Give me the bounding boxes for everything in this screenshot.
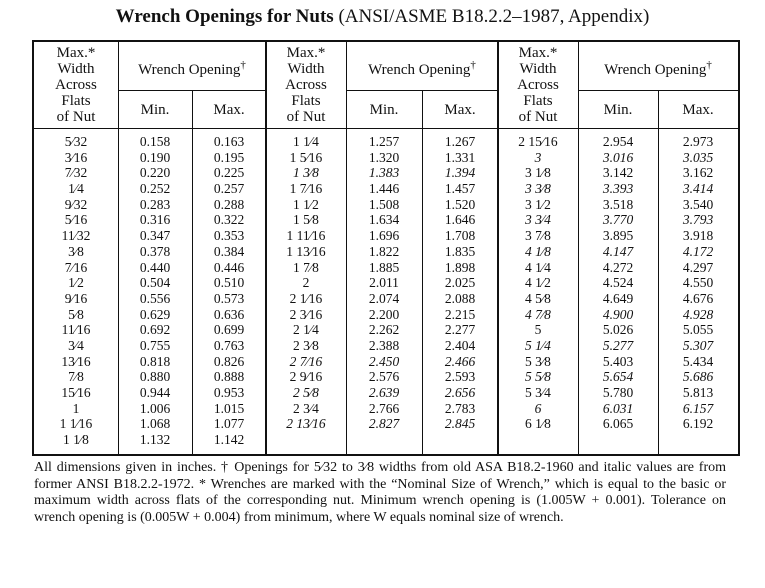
min-cell: 1.257 <box>368 134 400 149</box>
size-cell: 7⁄16 <box>64 259 88 275</box>
max-column <box>658 134 738 432</box>
min-cell: 3.770 <box>602 212 634 228</box>
size-cell: 1 5⁄8 <box>293 212 319 228</box>
size-cell: 2 3⁄16 <box>289 306 323 322</box>
size-cell: 2 13⁄16 <box>286 416 326 432</box>
min-cell: 0.504 <box>139 275 171 291</box>
title-bold: Wrench Openings for Nuts <box>115 6 334 27</box>
min-cell: 2.011 <box>369 275 399 291</box>
min-cell: 0.252 <box>139 181 171 197</box>
page-title <box>0 6 765 28</box>
min-cell: 3.016 <box>602 149 634 165</box>
min-cell: 2.262 <box>368 322 400 338</box>
min-cell: 3.393 <box>602 181 634 197</box>
max-cell: 4.297 <box>682 259 714 275</box>
max-cell: 4.172 <box>682 243 714 259</box>
dagger-mark: † <box>706 59 712 71</box>
size-cell: 3 3⁄4 <box>525 212 551 228</box>
max-cell: 1.015 <box>213 400 245 416</box>
size-cell: 2 9⁄16 <box>289 369 323 385</box>
max-cell: 5.813 <box>682 385 714 400</box>
size-cell: 11⁄16 <box>61 322 91 338</box>
max-cell: 3.540 <box>682 196 714 212</box>
size-cell: 3 <box>534 149 542 165</box>
size-cell: 3⁄8 <box>68 243 84 259</box>
max-header: Max. <box>682 102 714 118</box>
size-cell: 3 3⁄8 <box>525 181 551 197</box>
min-cell: 0.629 <box>139 306 171 322</box>
max-cell: 0.384 <box>213 243 245 259</box>
min-cell: 6.031 <box>602 400 634 416</box>
max-cell: 5.055 <box>682 322 714 338</box>
size-cell: 15⁄16 <box>61 385 91 400</box>
max-cell: 5.686 <box>682 369 714 385</box>
size-cell: 5 3⁄8 <box>525 353 551 369</box>
min-cell: 2.766 <box>368 400 400 416</box>
min-cell: 0.692 <box>139 322 171 338</box>
min-cell: 1.320 <box>368 149 400 165</box>
max-cell: 2.845 <box>444 416 476 432</box>
wrench-opening-header <box>118 57 266 78</box>
max-cell: 6.157 <box>682 400 714 416</box>
max-cell: 3.035 <box>682 149 714 165</box>
size-cell: 1⁄2 <box>68 275 84 291</box>
max-cell: 0.763 <box>213 337 245 353</box>
min-cell: 1.508 <box>368 196 400 212</box>
max-cell: 2.088 <box>444 290 476 306</box>
title-subtitle: (ANSI/ASME B18.2.2–1987, Appendix) <box>333 6 650 27</box>
min-column <box>118 134 192 448</box>
max-cell: 0.699 <box>213 322 245 338</box>
size-cell: 1 5⁄16 <box>289 149 323 165</box>
min-cell: 5.403 <box>602 353 634 369</box>
size-column <box>498 134 578 432</box>
max-cell: 0.322 <box>213 212 245 228</box>
max-cell: 1.267 <box>444 134 476 149</box>
max-cell: 0.195 <box>213 149 245 165</box>
max-header: Max. <box>444 102 476 118</box>
max-cell: 5.434 <box>682 353 714 369</box>
max-cell: 2.025 <box>444 275 476 291</box>
size-cell: 6 <box>534 400 542 416</box>
size-column <box>266 134 346 432</box>
min-cell: 3.895 <box>602 228 634 244</box>
min-cell: 4.649 <box>602 290 634 306</box>
max-cell: 2.783 <box>444 400 476 416</box>
max-cell: 1.835 <box>444 243 476 259</box>
size-cell: 1 <box>72 400 80 416</box>
max-cell: 1.646 <box>444 212 476 228</box>
wrench-opening-label: Wrench Opening <box>138 62 241 78</box>
min-cell: 0.283 <box>139 196 171 212</box>
subheader-divider <box>578 90 738 91</box>
subheader-divider <box>346 90 498 91</box>
max-header: Max. <box>213 102 245 118</box>
wrench-opening-header <box>346 57 498 78</box>
min-cell: 0.818 <box>139 353 171 369</box>
size-cell: 6 1⁄8 <box>525 416 551 432</box>
size-cell: 2 <box>302 275 310 291</box>
min-header: Min. <box>603 102 633 118</box>
min-cell: 4.524 <box>602 275 634 291</box>
max-cell: 2.656 <box>444 385 476 400</box>
max-cell: 3.414 <box>682 181 714 197</box>
size-cell: 5⁄32 <box>64 134 88 149</box>
max-cell: 2.277 <box>444 322 476 338</box>
min-cell: 1.006 <box>139 400 171 416</box>
size-cell: 2 3⁄4 <box>293 400 319 416</box>
size-cell: 2 5⁄8 <box>293 385 319 400</box>
min-cell: 1.383 <box>368 165 400 181</box>
size-cell: 1 3⁄8 <box>293 165 319 181</box>
dagger-mark: † <box>240 59 246 71</box>
min-cell: 4.272 <box>602 259 634 275</box>
min-cell: 2.200 <box>368 306 400 322</box>
size-cell: 5 <box>534 322 542 338</box>
size-cell: 1 13⁄16 <box>286 243 326 259</box>
size-cell: 3 1⁄2 <box>525 196 551 212</box>
size-cell: 2 3⁄8 <box>293 337 319 353</box>
size-cell: 5 5⁄8 <box>525 369 551 385</box>
size-cell: 9⁄32 <box>64 196 88 212</box>
size-cell: 2 7⁄16 <box>289 353 323 369</box>
header-divider <box>34 128 738 129</box>
min-cell: 4.900 <box>602 306 634 322</box>
min-cell: 0.556 <box>139 290 171 306</box>
max-cell: 0.510 <box>213 275 245 291</box>
min-cell: 0.158 <box>139 134 171 149</box>
max-cell: 3.918 <box>682 228 714 244</box>
size-cell: 5⁄8 <box>68 306 84 322</box>
min-cell: 1.446 <box>368 181 400 197</box>
max-cell: 2.466 <box>444 353 476 369</box>
max-cell: 0.353 <box>213 228 245 244</box>
min-cell: 2.074 <box>368 290 400 306</box>
min-cell: 4.147 <box>602 243 634 259</box>
size-column <box>34 134 118 448</box>
max-cell: 0.446 <box>213 259 245 275</box>
min-cell: 2.450 <box>368 353 400 369</box>
size-cell: 2 1⁄4 <box>293 322 319 338</box>
max-cell: 2.404 <box>444 337 476 353</box>
size-cell: 7⁄8 <box>68 369 84 385</box>
min-cell: 1.696 <box>368 228 400 244</box>
max-cell: 1.142 <box>213 432 245 448</box>
max-cell: 2.973 <box>682 134 714 149</box>
max-column <box>192 134 266 448</box>
min-cell: 3.518 <box>602 196 634 212</box>
min-header: Min. <box>140 102 170 118</box>
max-cell: 1.394 <box>444 165 476 181</box>
size-cell: 1 1⁄2 <box>293 196 319 212</box>
max-cell: 4.550 <box>682 275 714 291</box>
max-width-header: Max.* Width Across Flats of Nut <box>517 45 559 125</box>
size-cell: 5 3⁄4 <box>525 385 551 400</box>
wrench-table <box>32 40 740 456</box>
min-cell: 2.388 <box>368 337 400 353</box>
size-cell: 1 1⁄4 <box>293 134 319 149</box>
min-cell: 1.068 <box>139 416 171 432</box>
max-width-header: Max.* Width Across Flats of Nut <box>55 45 97 125</box>
min-cell: 3.142 <box>602 165 634 181</box>
max-cell: 1.520 <box>444 196 476 212</box>
min-column <box>346 134 422 432</box>
size-cell: 3⁄4 <box>68 337 84 353</box>
min-cell: 0.347 <box>139 228 171 244</box>
min-cell: 1.634 <box>368 212 400 228</box>
max-cell: 0.257 <box>213 181 245 197</box>
min-header: Min. <box>369 102 399 118</box>
max-cell: 1.331 <box>444 149 476 165</box>
min-cell: 5.654 <box>602 369 634 385</box>
size-cell: 5⁄16 <box>64 212 88 228</box>
min-cell: 0.220 <box>139 165 171 181</box>
size-cell: 3 7⁄8 <box>525 228 551 244</box>
max-cell: 2.593 <box>444 369 476 385</box>
min-cell: 0.755 <box>139 337 171 353</box>
max-cell: 0.163 <box>213 134 245 149</box>
size-cell: 2 15⁄16 <box>518 134 558 149</box>
max-cell: 4.928 <box>682 306 714 322</box>
max-cell: 0.636 <box>213 306 245 322</box>
min-cell: 0.378 <box>139 243 171 259</box>
size-cell: 11⁄32 <box>61 228 91 244</box>
max-cell: 4.676 <box>682 290 714 306</box>
max-cell: 0.288 <box>213 196 245 212</box>
min-cell: 5.277 <box>602 337 634 353</box>
size-cell: 1 1⁄16 <box>59 416 93 432</box>
min-cell: 2.639 <box>368 385 400 400</box>
size-cell: 4 5⁄8 <box>525 290 551 306</box>
size-cell: 2 1⁄16 <box>289 290 323 306</box>
size-cell: 5 1⁄4 <box>525 337 551 353</box>
min-column <box>578 134 658 432</box>
min-cell: 0.190 <box>139 149 171 165</box>
max-cell: 1.457 <box>444 181 476 197</box>
size-cell: 4 1⁄2 <box>525 275 551 291</box>
min-cell: 0.440 <box>139 259 171 275</box>
size-cell: 1 7⁄16 <box>289 181 323 197</box>
size-cell: 1 7⁄8 <box>293 259 319 275</box>
max-cell: 5.307 <box>682 337 714 353</box>
min-cell: 1.132 <box>139 432 171 448</box>
size-cell: 1⁄4 <box>68 181 84 197</box>
min-cell: 0.944 <box>139 385 171 400</box>
max-cell: 0.826 <box>213 353 245 369</box>
max-cell: 3.162 <box>682 165 714 181</box>
subheader-divider <box>118 90 266 91</box>
max-cell: 0.225 <box>213 165 245 181</box>
max-cell: 0.888 <box>213 369 245 385</box>
size-cell: 9⁄16 <box>64 290 88 306</box>
size-cell: 4 7⁄8 <box>525 306 551 322</box>
max-cell: 3.793 <box>682 212 714 228</box>
size-cell: 13⁄16 <box>61 353 91 369</box>
min-cell: 2.827 <box>368 416 400 432</box>
footnotes: All dimensions given in inches. † Openings for 5⁄32 to 3⁄8 widths from old ASA B18.2-1960 and italic values are from former ANSI B18.2.2-1972. * Wrenches are marked with the “Nominal Size of Wrench,” which is equal to the basic or maximum width across flats of the corresponding nut. Minimum wrench opening is (1.005W + 0.001). Tolerance on wrench opening is (0.005W + 0.004) from minimum, where W equals nominal size of wrench. <box>34 460 726 525</box>
size-cell: 1 1⁄8 <box>63 432 89 448</box>
max-cell: 2.215 <box>444 306 476 322</box>
wrench-opening-header <box>578 57 738 78</box>
max-cell: 0.573 <box>213 290 245 306</box>
wrench-opening-label: Wrench Opening <box>604 62 707 78</box>
min-cell: 5.026 <box>602 322 634 338</box>
min-cell: 2.954 <box>602 134 634 149</box>
max-cell: 0.953 <box>213 385 245 400</box>
max-cell: 6.192 <box>682 416 714 432</box>
max-cell: 1.077 <box>213 416 245 432</box>
size-cell: 3⁄16 <box>64 149 88 165</box>
min-cell: 2.576 <box>368 369 400 385</box>
min-cell: 1.822 <box>368 243 400 259</box>
size-cell: 4 1⁄8 <box>525 243 551 259</box>
max-width-header: Max.* Width Across Flats of Nut <box>285 45 327 125</box>
size-cell: 1 11⁄16 <box>286 228 326 244</box>
min-cell: 5.780 <box>602 385 634 400</box>
max-cell: 1.708 <box>444 228 476 244</box>
min-cell: 1.885 <box>368 259 400 275</box>
wrench-opening-label: Wrench Opening <box>368 62 471 78</box>
min-cell: 6.065 <box>602 416 634 432</box>
size-cell: 7⁄32 <box>64 165 88 181</box>
dagger-mark: † <box>470 59 476 71</box>
max-column <box>422 134 498 432</box>
min-cell: 0.316 <box>139 212 171 228</box>
size-cell: 4 1⁄4 <box>525 259 551 275</box>
size-cell: 3 1⁄8 <box>525 165 551 181</box>
max-cell: 1.898 <box>444 259 476 275</box>
min-cell: 0.880 <box>139 369 171 385</box>
